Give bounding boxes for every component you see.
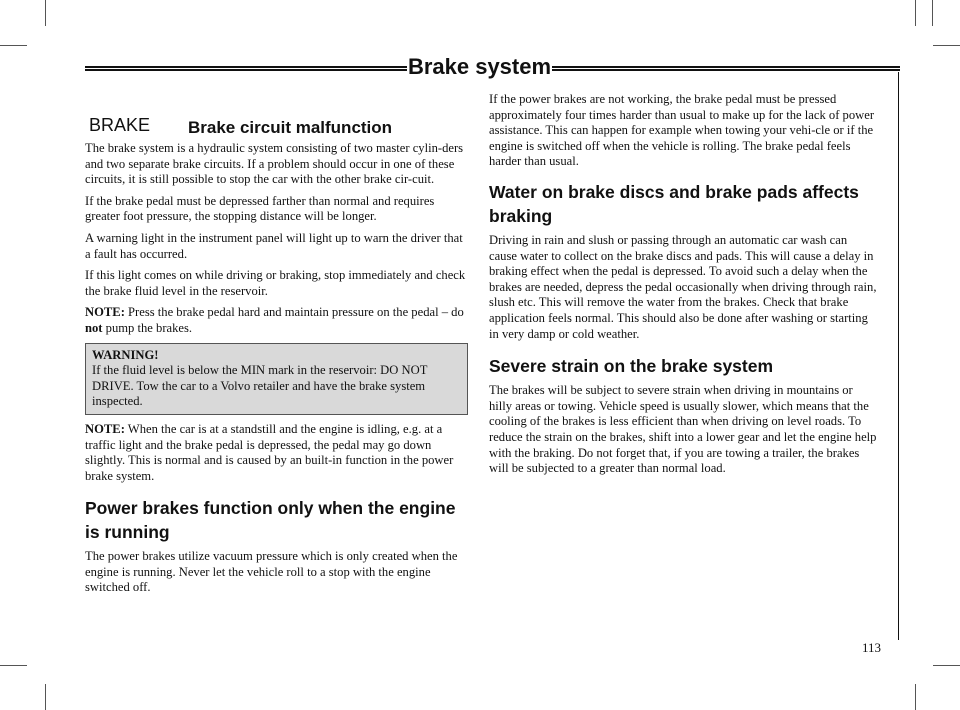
note-text: pump the brakes.: [102, 320, 193, 335]
crop-mark: [933, 45, 960, 46]
crop-mark: [933, 665, 960, 666]
section-heading: Power brakes function only when the engine is running: [85, 498, 456, 543]
note-label: NOTE:: [85, 421, 125, 436]
warning-title: WARNING!: [92, 347, 159, 362]
note-emphasis: not: [85, 320, 103, 335]
paragraph: If the power brakes are not working, the brake pedal must be pressed approximately four times harder than usual to make up for the lack of power assistance. This can happen for example when towing your vehi-cle or if the engine is switched off when the vehicle is rolling. The brake pedal feels harder than usual.: [489, 92, 875, 169]
note-label: NOTE:: [85, 305, 125, 320]
crop-mark: [45, 684, 46, 710]
note-paragraph: [85, 422, 468, 484]
section-heading: Severe strain on the brake system: [489, 356, 774, 377]
section-title: Brake circuit malfunction: [188, 118, 393, 137]
right-margin-rule: [898, 72, 899, 640]
crop-mark: [0, 665, 27, 666]
note-text: When the car is at a standstill and the engine is idling, e.g. at a traffic light and the brake pedal is depressed, the pedal may go down slightly. This is normal and is caused by an built-in function in the power brake system.: [85, 421, 454, 483]
page-number: 113: [862, 640, 882, 655]
note-paragraph: [85, 305, 468, 336]
page-header: [85, 56, 900, 82]
paragraph: Driving in rain and slush or passing through an automatic car wash can cause water to collect on the brake discs and pads. This will cause a delay in braking effect when the pedal is depressed. To avoid such a delay when the brakes are needed, depress the pedal occasionally when driving through rain, slush etc. This will remove the water from the brakes. Check that brake application feels normal. This should also be done after washing or starting in very damp or cold weather.: [489, 232, 877, 341]
left-column: [85, 92, 468, 602]
paragraph: The power brakes utilize vacuum pressure which is only created when the engine is running. Never let the vehicle roll to a stop with the engine switched off.: [85, 549, 458, 595]
header-rule-left: [85, 66, 407, 71]
crop-mark: [0, 45, 27, 46]
warning-box: [85, 343, 468, 415]
paragraph: The brake system is a hydraulic system consisting of two master cylin-ders and two separate brake circuits. If a problem should occur in one of these circuits, it is still possible to stop the car with the other brake cir-cuit.: [85, 141, 464, 187]
paragraph: If the brake pedal must be depressed farther than normal and requires greater foot pressure, the stopping distance will be longer.: [85, 193, 435, 224]
crop-mark: [45, 0, 46, 26]
section-heading: Water on brake discs and brake pads affects braking: [489, 181, 859, 226]
note-text: Press the brake pedal hard and maintain pressure on the pedal – do: [124, 305, 464, 320]
paragraph: A warning light in the instrument panel will light up to warn the driver that a fault has occurred.: [85, 230, 463, 261]
paragraph: If this light comes on while driving or braking, stop immediately and check the brake fluid level in the reservoir.: [85, 268, 466, 298]
crop-mark: [915, 0, 916, 26]
header-rule-right: [552, 66, 900, 71]
paragraph: The brakes will be subject to severe strain when driving in mountains or hilly areas or towing. Vehicle speed is usually slower, which means that the cooling of the brakes is less efficient than when driving on level roads. To reduce the strain on the brakes, shift into a lower gear and let the engine help with the braking. Do not forget that, if you are towing a trailer, the brakes will be subjected to a greater than normal load.: [489, 383, 877, 476]
crop-mark: [932, 0, 933, 26]
right-column: [489, 92, 878, 483]
brake-circuit-heading: [85, 92, 468, 137]
crop-mark: [915, 684, 916, 710]
header-title: Brake system: [407, 54, 552, 79]
warning-text: If the fluid level is below the MIN mark in the reservoir: DO NOT DRIVE. Tow the car to a Volvo retailer and have the brake system inspected.: [92, 363, 428, 409]
brake-warning-symbol: BRAKE: [89, 115, 151, 135]
